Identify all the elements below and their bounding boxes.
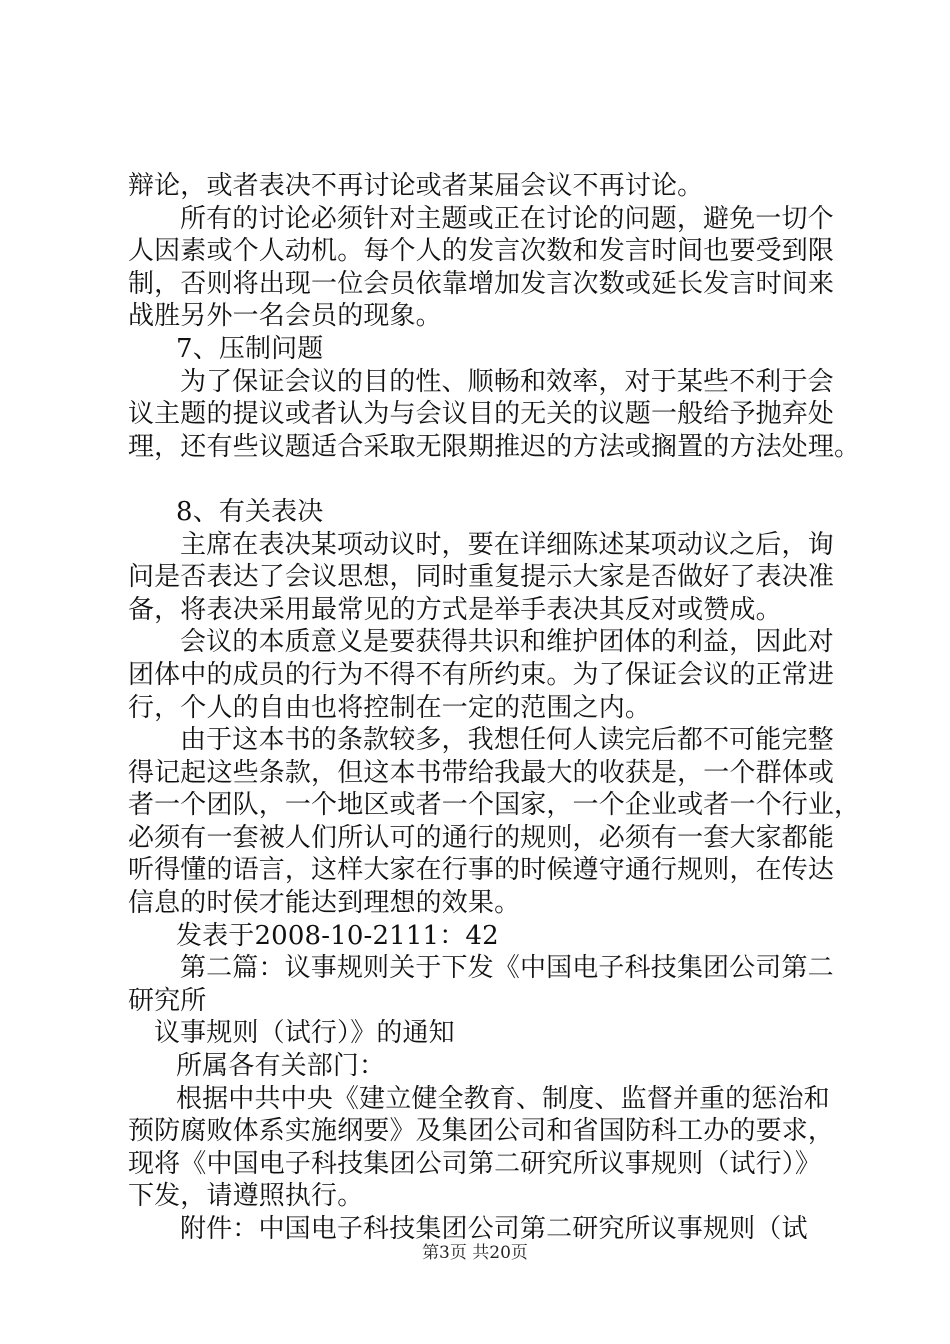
text-line: 得记起这些条款，但这本书带给我最大的收获是，一个群体或 [128, 757, 835, 788]
text-line: 为了保证会议的目的性、顺畅和效率，对于某些不利于会 [180, 366, 834, 397]
text-line: 由于这本书的条款较多，我想任何人读完后都不可能完整 [180, 725, 834, 756]
text-line: 信息的时侯才能达到理想的效果。 [128, 888, 521, 919]
text-line: 备，将表决采用最常见的方式是举手表决其反对或赞成。 [128, 594, 782, 625]
text-line: 理，还有些议题适合采取无限期推迟的方法或搁置的方法处理。 [128, 431, 861, 462]
body-text [128, 170, 861, 1246]
text-line: 辩论，或者表决不再讨论或者某届会议不再讨论。 [128, 171, 704, 201]
text-line: 议事规则（试行）》的通知 [154, 1018, 455, 1049]
text-line: 会议的本质意义是要获得共识和维护团体的利益，因此对 [180, 627, 834, 658]
text-line: 研究所 [128, 985, 207, 1016]
section-heading: 8、有关表决 [176, 496, 324, 527]
text-line: 行，个人的自由也将控制在一定的范围之内。 [128, 692, 652, 723]
text-line: 战胜另外一名会员的现象。 [128, 301, 442, 332]
text-line: 附件：中国电子科技集团公司第二研究所议事规则（试 [180, 1214, 808, 1244]
text-line: 主席在表决某项动议时，要在详细陈述某项动议之后，询 [180, 529, 834, 560]
text-line: 制，否则将出现一位会员依靠增加发言次数或延长发言时间来 [128, 268, 835, 299]
text-line: 问是否表达了会议思想，同时重复提示大家是否做好了表决准 [128, 562, 835, 593]
section-heading: 7、压制问题 [176, 333, 324, 364]
text-line: 下发，请遵照执行。 [128, 1181, 364, 1212]
text-line: 议主题的提议或者认为与会议目的无关的议题一般给予抛弃处 [128, 399, 835, 430]
text-line: 者一个团队，一个地区或者一个国家，一个企业或者一个行业， [128, 790, 861, 821]
publish-date: 发表于2008-10-2111：42 [176, 920, 499, 951]
text-line: 所有的讨论必须针对主题或正在讨论的问题，避免一切个 [180, 203, 834, 234]
text-line: 预防腐败体系实施纲要》及集团公司和省国防科工办的要求， [128, 1116, 835, 1147]
text-line: 现将《中国电子科技集团公司第二研究所议事规则（试行）》 [128, 1148, 822, 1179]
text-line: 听得懂的语言，这样大家在行事的时候遵守通行规则，在传达 [128, 855, 835, 886]
blank-line [128, 463, 848, 496]
text-line: 所属各有关部门： [176, 1051, 386, 1082]
text-line: 必须有一套被人们所认可的通行的规则，必须有一套大家都能 [128, 822, 835, 853]
text-line: 人因素或个人动机。每个人的发言次数和发言时间也要受到限 [128, 236, 835, 267]
text-line: 团体中的成员的行为不得不有所约束。为了保证会议的正常进 [128, 659, 835, 690]
text-line: 根据中共中央《建立健全教育、制度、监督并重的惩治和 [176, 1083, 830, 1114]
text-line: 第二篇：议事规则关于下发《中国电子科技集团公司第二 [180, 953, 834, 984]
page-number: 第3页 共20页 [422, 1243, 528, 1263]
